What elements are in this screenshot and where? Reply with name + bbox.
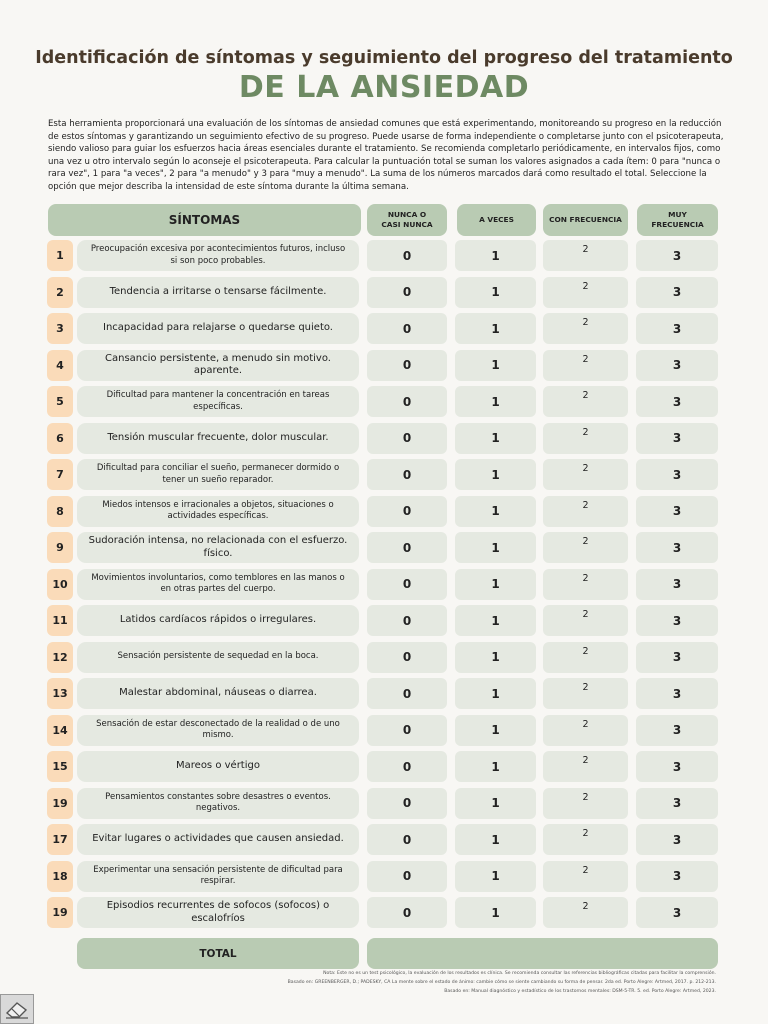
score-option-2[interactable]: 2	[543, 313, 628, 344]
symptom-text: Sensación persistente de sequedad en la boca.	[77, 642, 359, 673]
score-option-3[interactable]: 3	[636, 569, 718, 600]
symptom-text: Incapacidad para relajarse o quedarse quieto.	[77, 313, 359, 344]
score-option-1[interactable]: 1	[455, 788, 536, 819]
score-option-3[interactable]: 3	[636, 751, 718, 782]
item-number: 3	[47, 313, 73, 344]
score-option-1[interactable]: 1	[455, 277, 536, 308]
score-option-2[interactable]: 2	[543, 459, 628, 490]
score-option-2[interactable]: 2	[543, 240, 628, 271]
table-row	[0, 569, 768, 600]
header-often	[543, 204, 628, 236]
score-option-0[interactable]: 0	[367, 569, 447, 600]
table-row	[0, 496, 768, 527]
score-option-0[interactable]: 0	[367, 459, 447, 490]
score-option-1[interactable]: 1	[455, 496, 536, 527]
score-option-2[interactable]: 2	[543, 386, 628, 417]
score-option-0[interactable]: 0	[367, 715, 447, 746]
score-option-2[interactable]: 2	[543, 423, 628, 454]
table-row	[0, 532, 768, 563]
score-option-3[interactable]: 3	[636, 459, 718, 490]
score-option-3[interactable]: 3	[636, 532, 718, 563]
score-option-2[interactable]: 2	[543, 824, 628, 855]
score-option-1[interactable]: 1	[455, 313, 536, 344]
score-option-1[interactable]: 1	[455, 897, 536, 928]
score-option-1[interactable]: 1	[455, 642, 536, 673]
score-option-0[interactable]: 0	[367, 861, 447, 892]
score-option-1[interactable]: 1	[455, 678, 536, 709]
score-option-0[interactable]: 0	[367, 751, 447, 782]
table-row	[0, 240, 768, 271]
score-option-1[interactable]: 1	[455, 861, 536, 892]
symptom-text: Evitar lugares o actividades que causen ansiedad.	[77, 824, 359, 855]
item-number: 1	[47, 240, 73, 271]
score-option-0[interactable]: 0	[367, 532, 447, 563]
item-number: 11	[47, 605, 73, 636]
symptom-text: Latidos cardíacos rápidos o irregulares.	[77, 605, 359, 636]
item-number: 10	[47, 569, 73, 600]
score-option-2[interactable]: 2	[543, 751, 628, 782]
item-number: 19	[47, 788, 73, 819]
score-option-3[interactable]: 3	[636, 350, 718, 381]
item-number: 2	[47, 277, 73, 308]
score-option-3[interactable]: 3	[636, 605, 718, 636]
score-option-1[interactable]: 1	[455, 350, 536, 381]
score-option-1[interactable]: 1	[455, 423, 536, 454]
item-number: 14	[47, 715, 73, 746]
score-option-1[interactable]: 1	[455, 459, 536, 490]
symptom-text: Miedos intensos e irracionales a objetos, situaciones o actividades específicas.	[77, 496, 359, 527]
item-number: 13	[47, 678, 73, 709]
table-row	[0, 386, 768, 417]
header-never	[367, 204, 447, 236]
item-number: 18	[47, 861, 73, 892]
score-option-3[interactable]: 3	[636, 386, 718, 417]
score-option-2[interactable]: 2	[543, 715, 628, 746]
header-never-label: NUNCA O CASI NUNCA	[381, 210, 433, 229]
footnote-reference-2: Basado en: Manual diagnóstico y estadístico de los trastornos mentales: DSM-5-TR. 5. ed. Porto Alegre: Artmed, 2023.	[444, 989, 716, 994]
item-number: 7	[47, 459, 73, 490]
symptom-text: Experimentar una sensación persistente de dificultad para respirar.	[77, 861, 359, 892]
score-option-2[interactable]: 2	[543, 897, 628, 928]
total-input-box[interactable]	[367, 938, 718, 969]
symptom-text: Movimientos involuntarios, como temblores en las manos o en otras partes del cuerpo.	[77, 569, 359, 600]
page-subtitle: DE LA ANSIEDAD	[238, 70, 530, 105]
intro-text: Esta herramienta proporcionará una evaluación de los síntomas de ansiedad comunes que está experimentando, monitoreando su progreso en la reducción de estos síntomas y garantizando un seguimiento efectivo de su progreso. Puede usarse de forma independiente o completarse junto con el psicoterapeuta, siendo valioso para guiar los esfuerzos hacia áreas esenciales durante el tratamiento. Se recomienda completarlo periódicamente, en intervalos fijos, como una vez u otro intervalo según lo aconseje el psicoterapeuta. Para calcular la puntuación total se suman los valores asignados a cada ítem: 0 para "nunca o rara vez", 1 para "a veces", 2 para "a menudo" y 3 para "muy a menudo". La suma de los números marcados dará como resultado el total. Seleccione la opción que mejor describa la intensidad de este síntoma durante la última semana.	[48, 119, 724, 192]
symptom-text: Malestar abdominal, náuseas o diarrea.	[77, 678, 359, 709]
table-row	[0, 897, 768, 928]
table-row	[0, 678, 768, 709]
score-option-3[interactable]: 3	[636, 277, 718, 308]
score-option-0[interactable]: 0	[367, 240, 447, 271]
table-row	[0, 861, 768, 892]
score-option-2[interactable]: 2	[543, 496, 628, 527]
score-option-0[interactable]: 0	[367, 313, 447, 344]
score-option-1[interactable]: 1	[455, 751, 536, 782]
symptom-text: Episodios recurrentes de sofocos (sofocos) o escalofríos	[77, 897, 359, 928]
symptom-text: Mareos o vértigo	[77, 751, 359, 782]
score-option-3[interactable]: 3	[636, 715, 718, 746]
symptom-text: Dificultad para mantener la concentración en tareas específicas.	[77, 386, 359, 417]
score-option-1[interactable]: 1	[455, 715, 536, 746]
header-often-label: CON FRECUENCIA	[549, 215, 622, 224]
page-title: Identificación de síntomas y seguimiento del progreso del tratamiento	[35, 48, 733, 68]
footnote-disclaimer: Nota: Este no es un test psicológico, la evaluación de los resultados es clínica. Se recomienda consultar las referencias bibliográficas citadas para facilitar la comprensión.	[323, 971, 716, 976]
symptom-text: Pensamientos constantes sobre desastres o eventos. negativos.	[77, 788, 359, 819]
symptom-text: Tendencia a irritarse o tensarse fácilmente.	[77, 277, 359, 308]
score-option-2[interactable]: 2	[543, 642, 628, 673]
symptom-text: Sudoración intensa, no relacionada con el esfuerzo. físico.	[77, 532, 359, 563]
item-number: 8	[47, 496, 73, 527]
total-label: TOTAL	[77, 938, 359, 969]
table-row	[0, 824, 768, 855]
header-sometimes	[457, 204, 536, 236]
item-number: 19	[47, 897, 73, 928]
item-number: 9	[47, 532, 73, 563]
score-option-0[interactable]: 0	[367, 423, 447, 454]
score-option-3[interactable]: 3	[636, 496, 718, 527]
score-option-3[interactable]: 3	[636, 788, 718, 819]
score-option-2[interactable]: 2	[543, 605, 628, 636]
score-option-3[interactable]: 3	[636, 861, 718, 892]
item-number: 6	[47, 423, 73, 454]
table-row	[0, 350, 768, 381]
score-option-1[interactable]: 1	[455, 532, 536, 563]
score-option-1[interactable]: 1	[455, 386, 536, 417]
score-option-3[interactable]: 3	[636, 678, 718, 709]
score-option-1[interactable]: 1	[455, 569, 536, 600]
score-option-0[interactable]: 0	[367, 824, 447, 855]
score-option-0[interactable]: 0	[367, 496, 447, 527]
score-option-0[interactable]: 0	[367, 386, 447, 417]
table-row	[0, 715, 768, 746]
table-row	[0, 605, 768, 636]
score-option-2[interactable]: 2	[543, 277, 628, 308]
score-option-3[interactable]: 3	[636, 642, 718, 673]
score-option-3[interactable]: 3	[636, 824, 718, 855]
header-very-often	[637, 204, 718, 236]
score-option-3[interactable]: 3	[636, 313, 718, 344]
item-number: 17	[47, 824, 73, 855]
header-sometimes-label: A VECES	[479, 215, 514, 224]
footnote-reference-1: Basado en: GREENBERGER, D.; PADESKY, CA La mente sobre el estado de ánimo: cambie cómo se siente cambiando su forma de pensar. 2da ed. Porto Alegre: Artmed, 2017. p. 212-213.	[287, 980, 716, 985]
score-option-2[interactable]: 2	[543, 532, 628, 563]
score-option-0[interactable]: 0	[367, 897, 447, 928]
table-row	[0, 459, 768, 490]
header-symptoms: SÍNTOMAS	[48, 204, 361, 236]
score-option-2[interactable]: 2	[543, 788, 628, 819]
item-number: 5	[47, 386, 73, 417]
item-number: 12	[47, 642, 73, 673]
score-option-1[interactable]: 1	[455, 605, 536, 636]
score-option-0[interactable]: 0	[367, 605, 447, 636]
header-very-often-label: MUY FRECUENCIA	[651, 210, 704, 229]
table-row	[0, 423, 768, 454]
score-option-2[interactable]: 2	[543, 569, 628, 600]
item-number: 4	[47, 350, 73, 381]
score-option-2[interactable]: 2	[543, 350, 628, 381]
score-option-0[interactable]: 0	[367, 350, 447, 381]
table-row	[0, 642, 768, 673]
score-option-0[interactable]: 0	[367, 788, 447, 819]
score-option-2[interactable]: 2	[543, 678, 628, 709]
score-option-0[interactable]: 0	[367, 678, 447, 709]
symptom-text: Dificultad para conciliar el sueño, permanecer dormido o tener un sueño reparador.	[77, 459, 359, 490]
symptom-text: Cansancio persistente, a menudo sin motivo. aparente.	[77, 350, 359, 381]
score-option-3[interactable]: 3	[636, 240, 718, 271]
score-option-2[interactable]: 2	[543, 861, 628, 892]
symptom-text: Preocupación excesiva por acontecimientos futuros, incluso si son poco probables.	[77, 240, 359, 271]
score-option-3[interactable]: 3	[636, 897, 718, 928]
table-row	[0, 313, 768, 344]
eraser-icon[interactable]	[0, 994, 34, 1024]
symptom-text: Tensión muscular frecuente, dolor muscular.	[77, 423, 359, 454]
table-row	[0, 751, 768, 782]
score-option-0[interactable]: 0	[367, 277, 447, 308]
score-option-1[interactable]: 1	[455, 240, 536, 271]
score-option-3[interactable]: 3	[636, 423, 718, 454]
score-option-1[interactable]: 1	[455, 824, 536, 855]
table-row	[0, 788, 768, 819]
item-number: 15	[47, 751, 73, 782]
table-row	[0, 277, 768, 308]
symptom-text: Sensación de estar desconectado de la realidad o de uno mismo.	[77, 715, 359, 746]
score-option-0[interactable]: 0	[367, 642, 447, 673]
